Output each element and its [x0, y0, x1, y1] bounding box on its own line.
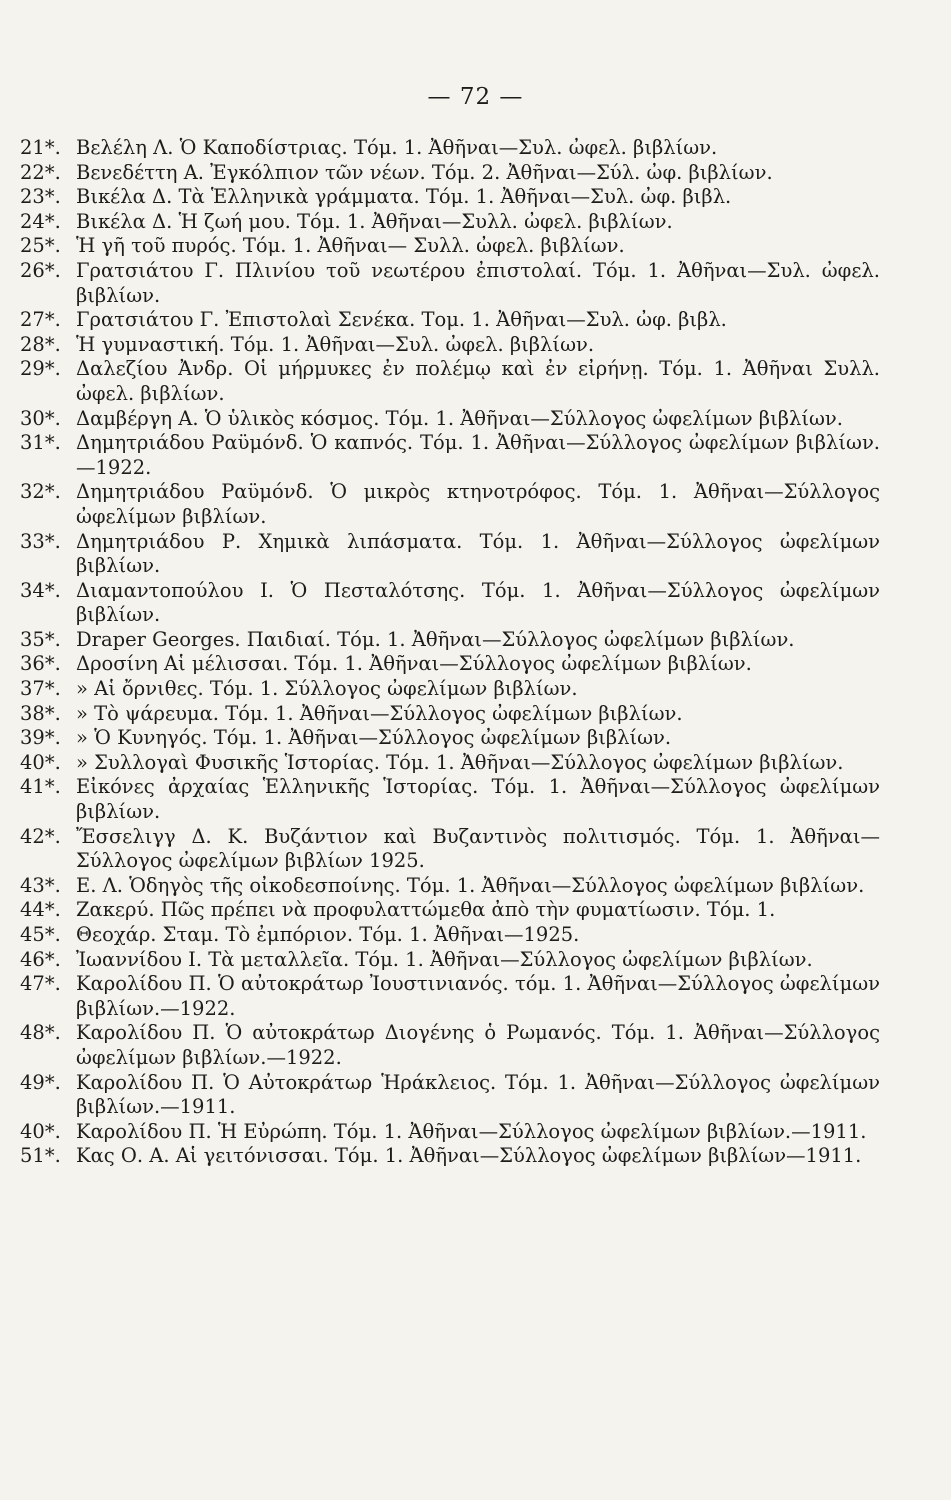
entry-number: 42*. — [20, 824, 61, 848]
bibliography-entry — [20, 1071, 880, 1120]
bibliography-entry — [20, 480, 880, 529]
entry-number: 25*. — [20, 234, 61, 258]
entry-text: Βικέλα Δ. Ἡ ζωή μου. Τόμ. 1. Ἀθῆναι—Συλλ. ὠφελ. βιβλίων. — [76, 209, 673, 233]
entry-number: 39*. — [20, 726, 61, 750]
entry-text: Θεοχάρ. Σταμ. Τὸ ἐμπόριον. Τόμ. 1. Ἀθῆναι—1925. — [76, 923, 580, 946]
bibliography-entry — [20, 677, 880, 702]
entry-text: Ἡ γυμναστική. Τόμ. 1. Ἀθῆναι—Συλ. ὠφελ. βιβλίων. — [76, 332, 595, 356]
entry-text: Βενεδέττη Α. Ἐγκόλπιον τῶν νέων. Τόμ. 2. Ἀθῆναι—Σύλ. ὠφ. βιβλίων. — [76, 160, 773, 184]
bibliography-entry — [20, 210, 880, 235]
bibliography-entry — [20, 136, 880, 161]
bibliography-entry — [20, 185, 880, 210]
entry-number: 41*. — [20, 775, 61, 799]
bibliography-entry — [20, 726, 880, 751]
entry-number: 32*. — [20, 480, 61, 504]
entry-text: Ἡ γῆ τοῦ πυρός. Τόμ. 1. Ἀθῆναι— Συλλ. ὠφελ. βιβλίων. — [76, 234, 625, 258]
bibliography-entry — [20, 579, 880, 628]
entry-number: 29*. — [20, 357, 61, 381]
bibliography-entry — [20, 431, 880, 480]
entry-text: Βικέλα Δ. Τὰ Ἑλληνικὰ γράμματα. Τόμ. 1. Ἀθῆναι—Συλ. ὠφ. βιβλ. — [76, 185, 732, 209]
bibliography-entry — [20, 702, 880, 727]
entry-text: Δημητριάδου Ρ. Χημικὰ λιπάσματα. Τόμ. 1. Ἀθῆναι—Σύλλογος ὠφελίμων βιβλίων. — [76, 529, 880, 578]
entry-text: » Ὁ Κυνηγός. Τόμ. 1. Ἀθῆναι—Σύλλογος ὠφελίμων βιβλίων. — [76, 726, 672, 750]
entry-number: 49*. — [20, 1070, 61, 1094]
entry-number: 38*. — [20, 701, 61, 725]
entry-number: 43*. — [20, 873, 61, 897]
entry-text: Γρατσιάτου Γ. Πλινίου τοῦ νεωτέρου ἐπιστολαί. Τόμ. 1. Ἀθῆναι—Συλ. ὠφελ. βιβλίων. — [76, 258, 880, 307]
page-number: — 72 — — [427, 84, 524, 110]
bibliography-list — [20, 136, 880, 1169]
entry-number: 31*. — [20, 431, 61, 455]
entry-number: 40*. — [20, 750, 61, 774]
bibliography-entry — [20, 874, 880, 899]
entry-number: 45*. — [20, 923, 61, 946]
bibliography-entry — [20, 972, 880, 1021]
entry-number: 28*. — [20, 332, 61, 356]
bibliography-entry — [20, 1144, 880, 1169]
entry-text: Ε. Λ. Ὁδηγὸς τῆς οἰκοδεσποίνης. Τόμ. 1. Ἀθῆναι—Σύλλογος ὠφελίμων βιβλίων. — [76, 873, 865, 897]
bibliography-entry — [20, 751, 880, 776]
entry-text: » Συλλογαὶ Φυσικῆς Ἱστορίας. Τόμ. 1. Ἀθῆναι—Σύλλογος ὠφελίμων βιβλίων. — [76, 750, 844, 774]
entry-text: » Τὸ ψάρευμα. Τόμ. 1. Ἀθῆναι—Σύλλογος ὠφελίμων βιβλίων. — [76, 701, 683, 725]
bibliography-entry — [20, 357, 880, 406]
entry-text: Βελέλη Λ. Ὁ Καποδίστριας. Τόμ. 1. Ἀθῆναι—Συλ. ὠφελ. βιβλίων. — [76, 136, 718, 159]
entry-number: 47*. — [20, 972, 61, 996]
bibliography-entry — [20, 1120, 880, 1145]
bibliography-entry — [20, 628, 880, 653]
bibliography-entry — [20, 407, 880, 432]
bibliography-entry — [20, 775, 880, 824]
entry-number: 30*. — [20, 406, 61, 430]
entry-text: Δημητριάδου Ραϋμόνδ. Ὁ καπνός. Τόμ. 1. Ἀθῆναι—Σύλλογος ὠφελίμων βιβλίων.—1922. — [76, 431, 880, 479]
entry-text: Δημητριάδου Ραϋμόνδ. Ὁ μικρὸς κτηνοτρόφος. Τόμ. 1. Ἀθῆναι—Σύλλογος ὠφελίμων βιβλίων. — [76, 480, 880, 528]
bibliography-entry — [20, 1021, 880, 1070]
entry-number: 36*. — [20, 652, 61, 676]
bibliography-entry — [20, 161, 880, 186]
entry-number: 40*. — [20, 1119, 61, 1143]
bibliography-entry — [20, 898, 880, 923]
bibliography-entry — [20, 825, 880, 874]
entry-number: 44*. — [20, 898, 61, 922]
entry-number: 48*. — [20, 1021, 61, 1045]
entry-text: Draper Georges. Παιδιαί. Τόμ. 1. Ἀθῆναι—Σύλλογος ὠφελίμων βιβλίων. — [76, 627, 795, 651]
entry-text: Κας Ο. Α. Αἱ γειτόνισσαι. Τόμ. 1. Ἀθῆναι—Σύλλογος ὠφελίμων βιβλίων—1911. — [76, 1144, 862, 1168]
entry-number: 35*. — [20, 627, 61, 651]
bibliography-entry — [20, 333, 880, 358]
entry-number: 26*. — [20, 258, 61, 282]
entry-text: Δροσίνη Αἱ μέλισσαι. Τόμ. 1. Ἀθῆναι—Σύλλογος ὠφελίμων βιβλίων. — [76, 652, 752, 676]
bibliography-entry — [20, 259, 880, 308]
entry-text: Γρατσιάτου Γ. Ἐπιστολαὶ Σενέκα. Τομ. 1. Ἀθῆναι—Συλ. ὠφ. βιβλ. — [76, 308, 727, 332]
entry-text: Δαμβέργη Α. Ὁ ὑλικὸς κόσμος. Τόμ. 1. Ἀθῆναι—Σύλλογος ὠφελίμων βιβλίων. — [76, 406, 843, 430]
entry-text: Ζακερύ. Πῶς πρέπει νὰ προφυλαττώμεθα ἀπὸ τὴν φυματίωσιν. Τόμ. 1. — [76, 898, 776, 922]
entry-text: Διαμαντοπούλου Ι. Ὁ Πεσταλότσης. Τόμ. 1. Ἀθῆναι—Σύλλογος ὠφελίμων βιβλίων. — [76, 578, 880, 627]
bibliography-entry — [20, 308, 880, 333]
entry-number: 21*. — [20, 136, 61, 159]
bibliography-entry — [20, 652, 880, 677]
entry-number: 24*. — [20, 209, 61, 233]
bibliography-entry — [20, 530, 880, 579]
entry-number: 22*. — [20, 160, 61, 184]
bibliography-entry — [20, 948, 880, 973]
entry-text: » Αἱ ὄρνιθες. Τόμ. 1. Σύλλογος ὠφελίμων βιβλίων. — [76, 677, 578, 701]
entry-number: 33*. — [20, 529, 61, 553]
entry-number: 51*. — [20, 1144, 61, 1168]
entry-text: Καρολίδου Π. Ὁ Αὐτοκράτωρ Ἡράκλειος. Τόμ. 1. Ἀθῆναι—Σύλλογος ὠφελίμων βιβλίων.—1911. — [76, 1070, 880, 1119]
entry-text: Εἰκόνες ἀρχαίας Ἑλληνικῆς Ἱστορίας. Τόμ. 1. Ἀθῆναι—Σύλλογος ὠφελίμων βιβλίων. — [76, 775, 880, 824]
entry-text: Δαλεζίου Ἀνδρ. Οἱ μήρμυκες ἐν πολέμῳ καὶ ἐν εἰρήνῃ. Τόμ. 1. Ἀθῆναι Συλλ. ὠφελ. βιβλίων. — [76, 357, 880, 405]
entry-number: 46*. — [20, 947, 61, 971]
entry-text: Ἔσσελιγγ Δ. Κ. Βυζάντιον καὶ Βυζαντινὸς πολιτισμός. Τόμ. 1. Ἀθῆναι—Σύλλογος ὠφελίμων βιβλίων 1925. — [76, 824, 880, 873]
bibliography-entry — [20, 234, 880, 259]
entry-number: 37*. — [20, 677, 61, 701]
bibliography-entry — [20, 923, 880, 948]
entry-number: 34*. — [20, 578, 61, 602]
entry-text: Ἰωαννίδου Ι. Τὰ μεταλλεῖα. Τόμ. 1. Ἀθῆναι—Σύλλογος ὠφελίμων βιβλίων. — [76, 947, 813, 971]
entry-text: Καρολίδου Π. Ὁ αὐτοκράτωρ Ἰουστινιανός. τόμ. 1. Ἀθῆναι—Σύλλογος ὠφελίμων βιβλίων.—1922. — [76, 972, 880, 1020]
entry-text: Καρολίδου Π. Ὁ αὐτοκράτωρ Διογένης ὁ Ρωμανός. Τόμ. 1. Ἀθῆναι—Σύλλογος ὠφελίμων βιβλίων.—1922. — [76, 1021, 880, 1069]
entry-text: Καρολίδου Π. Ἡ Εὐρώπη. Τόμ. 1. Ἀθῆναι—Σύλλογος ὠφελίμων βιβλίων.—1911. — [76, 1119, 867, 1143]
entry-number: 27*. — [20, 308, 61, 332]
entry-number: 23*. — [20, 185, 61, 209]
